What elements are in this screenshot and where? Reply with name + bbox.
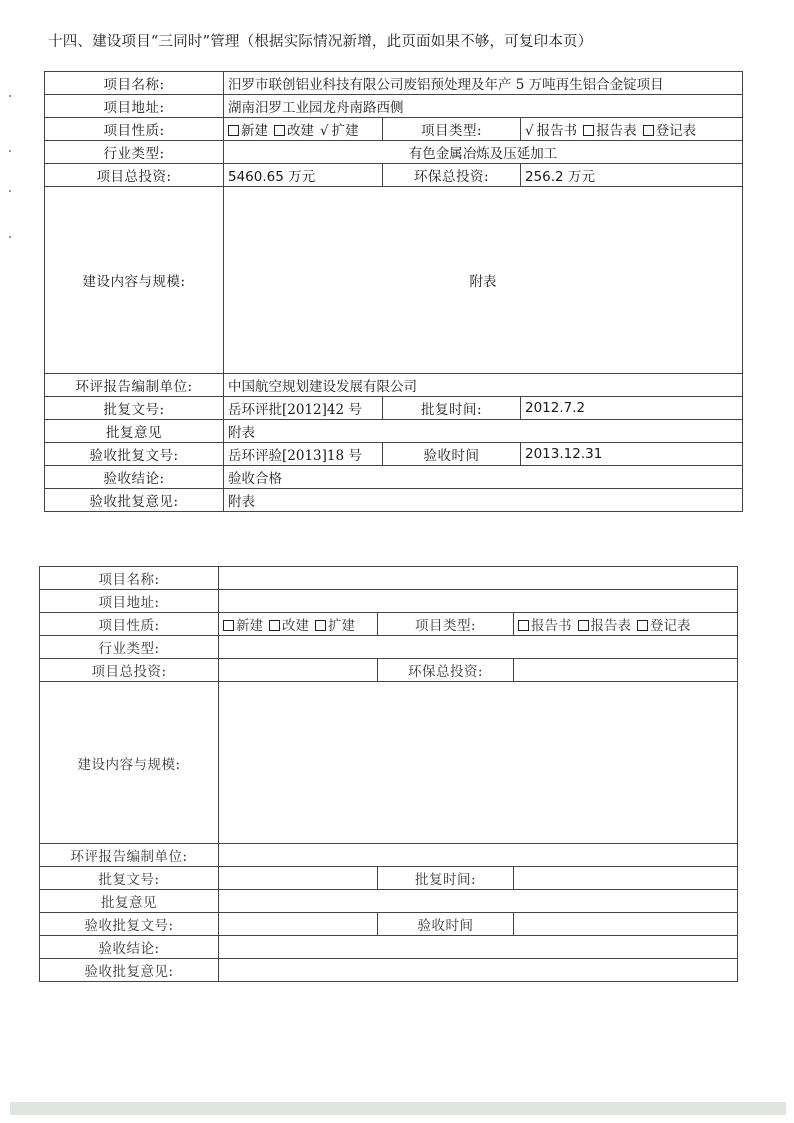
label-project-address: 项目地址:	[40, 590, 219, 613]
scan-margin-mark	[9, 236, 11, 238]
value-env-investment[interactable]: 256.2 万元	[521, 164, 743, 187]
value-content[interactable]	[219, 682, 738, 844]
value-approval-no[interactable]: 岳环评批[2012]42 号	[224, 397, 383, 420]
value-acceptance-time[interactable]: 2013.12.31	[521, 443, 743, 466]
label-approval-no: 批复文号:	[40, 867, 219, 890]
label-acceptance-opinion: 验收批复意见:	[45, 489, 224, 512]
label-project-nature: 项目性质:	[45, 118, 224, 141]
value-project-name[interactable]	[219, 567, 738, 590]
nature-option-rebuild[interactable]: 改建	[274, 123, 314, 139]
value-acceptance-conclusion[interactable]	[219, 936, 738, 959]
nature-options	[224, 118, 383, 141]
nature-options	[219, 613, 378, 636]
row-approval-opinion	[45, 420, 743, 443]
label-total-investment: 项目总投资:	[45, 164, 224, 187]
label-content: 建设内容与规模:	[40, 682, 219, 844]
row-acceptance-opinion	[45, 489, 743, 512]
nature-option-expand[interactable]: √ 扩建	[320, 123, 359, 139]
label-total-investment: 项目总投资:	[40, 659, 219, 682]
value-approval-opinion[interactable]: 附表	[224, 420, 743, 443]
value-acceptance-opinion[interactable]	[219, 959, 738, 982]
label-content: 建设内容与规模:	[45, 187, 224, 374]
label-approval-time: 批复时间:	[378, 867, 514, 890]
checkmark-icon: √	[320, 123, 329, 139]
type-option-registration[interactable]: 登记表	[643, 123, 697, 139]
row-investment	[45, 164, 743, 187]
checkmark-icon: √	[525, 123, 534, 139]
value-approval-time[interactable]: 2012.7.2	[521, 397, 743, 420]
checkbox-icon	[223, 620, 234, 631]
type-option-report-book[interactable]: √ 报告书	[525, 123, 578, 139]
checkbox-icon	[228, 125, 239, 136]
scan-margin-mark	[9, 190, 11, 192]
checkbox-icon	[637, 620, 648, 631]
nature-option-new[interactable]: 新建	[228, 123, 268, 139]
value-total-investment[interactable]: 5460.65 万元	[224, 164, 383, 187]
nature-option-new[interactable]: 新建	[223, 618, 263, 634]
type-option-report-form[interactable]: 报告表	[578, 618, 632, 634]
nature-option-rebuild[interactable]: 改建	[269, 618, 309, 634]
row-acceptance	[40, 913, 738, 936]
scan-margin-mark	[9, 150, 11, 152]
label-acceptance-no: 验收批复文号:	[40, 913, 219, 936]
value-acceptance-conclusion[interactable]: 验收合格	[224, 466, 743, 489]
label-project-nature: 项目性质:	[40, 613, 219, 636]
row-project-address	[40, 590, 738, 613]
label-industry-type: 行业类型:	[45, 141, 224, 164]
type-option-report-form[interactable]: 报告表	[583, 123, 637, 139]
label-industry-type: 行业类型:	[40, 636, 219, 659]
value-approval-time[interactable]	[514, 867, 738, 890]
project-form-filled	[44, 71, 743, 512]
row-acceptance-conclusion	[45, 466, 743, 489]
type-options	[514, 613, 738, 636]
label-acceptance-no: 验收批复文号:	[45, 443, 224, 466]
row-acceptance	[45, 443, 743, 466]
row-approval	[45, 397, 743, 420]
type-option-report-book[interactable]: 报告书	[518, 618, 572, 634]
checkbox-icon	[578, 620, 589, 631]
label-project-type: 项目类型:	[378, 613, 514, 636]
checkbox-icon	[315, 620, 326, 631]
scan-bottom-band	[10, 1102, 786, 1115]
row-industry-type	[45, 141, 743, 164]
row-project-address	[45, 95, 743, 118]
label-eia-unit: 环评报告编制单位:	[40, 844, 219, 867]
label-project-name: 项目名称:	[40, 567, 219, 590]
label-project-name: 项目名称:	[45, 72, 224, 95]
label-project-type: 项目类型:	[383, 118, 521, 141]
project-form-blank	[39, 566, 738, 982]
value-acceptance-no[interactable]	[219, 913, 378, 936]
row-approval-opinion	[40, 890, 738, 913]
value-project-name[interactable]: 汨罗市联创铝业科技有限公司废铝预处理及年产 5 万吨再生铝合金锭项目	[224, 72, 743, 95]
row-investment	[40, 659, 738, 682]
value-acceptance-opinion[interactable]: 附表	[224, 489, 743, 512]
value-industry-type[interactable]	[219, 636, 738, 659]
value-content[interactable]: 附表	[224, 187, 743, 374]
value-approval-no[interactable]	[219, 867, 378, 890]
checkbox-icon	[643, 125, 654, 136]
label-approval-opinion: 批复意见	[45, 420, 224, 443]
label-acceptance-time: 验收时间	[383, 443, 521, 466]
type-options	[521, 118, 743, 141]
value-total-investment[interactable]	[219, 659, 378, 682]
row-eia-unit	[40, 844, 738, 867]
value-env-investment[interactable]	[514, 659, 738, 682]
label-acceptance-opinion: 验收批复意见:	[40, 959, 219, 982]
row-approval	[40, 867, 738, 890]
nature-option-expand[interactable]: 扩建	[315, 618, 355, 634]
label-approval-time: 批复时间:	[383, 397, 521, 420]
value-industry-type[interactable]: 有色金属冶炼及压延加工	[224, 141, 743, 164]
label-approval-opinion: 批复意见	[40, 890, 219, 913]
row-project-nature	[45, 118, 743, 141]
row-industry-type	[40, 636, 738, 659]
value-approval-opinion[interactable]	[219, 890, 738, 913]
row-project-name	[45, 72, 743, 95]
row-eia-unit	[45, 374, 743, 397]
row-acceptance-opinion	[40, 959, 738, 982]
page-heading: 十四、建设项目“三同时”管理（根据实际情况新增，此页面如果不够，可复印本页）	[48, 34, 593, 50]
label-env-investment: 环保总投资:	[383, 164, 521, 187]
value-project-address[interactable]: 湖南汨罗工业园龙舟南路西侧	[224, 95, 743, 118]
label-eia-unit: 环评报告编制单位:	[45, 374, 224, 397]
checkbox-icon	[583, 125, 594, 136]
row-acceptance-conclusion	[40, 936, 738, 959]
label-acceptance-time: 验收时间	[378, 913, 514, 936]
label-acceptance-conclusion: 验收结论:	[40, 936, 219, 959]
value-eia-unit[interactable]	[219, 844, 738, 867]
value-acceptance-no[interactable]: 岳环评验[2013]18 号	[224, 443, 383, 466]
type-option-registration[interactable]: 登记表	[637, 618, 691, 634]
value-acceptance-time[interactable]	[514, 913, 738, 936]
checkbox-icon	[518, 620, 529, 631]
row-content	[45, 187, 743, 374]
row-project-name	[40, 567, 738, 590]
label-project-address: 项目地址:	[45, 95, 224, 118]
scan-margin-mark	[9, 95, 11, 97]
checkbox-icon	[269, 620, 280, 631]
label-acceptance-conclusion: 验收结论:	[45, 466, 224, 489]
label-approval-no: 批复文号:	[45, 397, 224, 420]
row-content	[40, 682, 738, 844]
value-eia-unit[interactable]: 中国航空规划建设发展有限公司	[224, 374, 743, 397]
value-project-address[interactable]	[219, 590, 738, 613]
checkbox-icon	[274, 125, 285, 136]
label-env-investment: 环保总投资:	[378, 659, 514, 682]
row-project-nature	[40, 613, 738, 636]
